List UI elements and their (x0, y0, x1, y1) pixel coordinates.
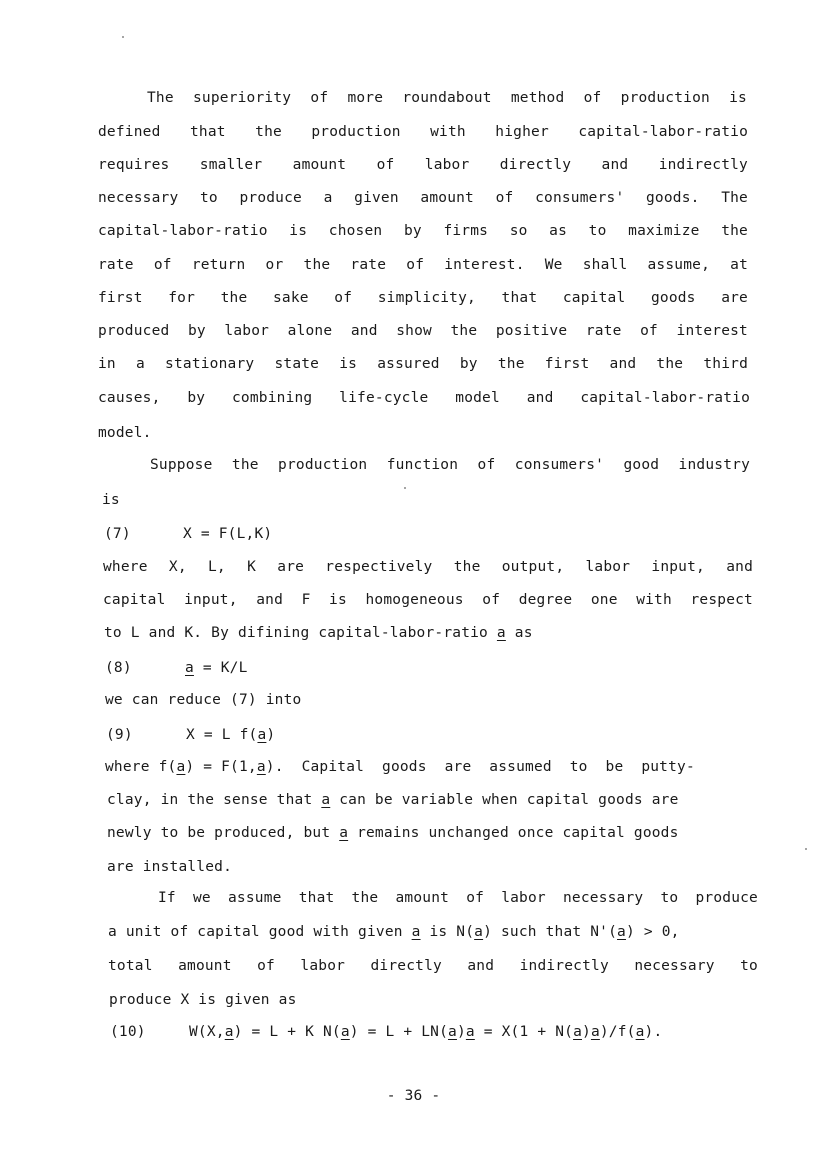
text-line (107, 790, 679, 810)
text-span: ) (266, 727, 276, 743)
text-line (107, 823, 679, 843)
text-span: ). Capital goods are assumed to be putty- (265, 759, 695, 775)
scan-speck (122, 36, 124, 38)
text-span: produce X is given as (109, 992, 297, 1008)
text-span: defined that the production with higher capital-labor-ratio (98, 124, 748, 140)
variable-a: a (617, 924, 626, 940)
equation-number: (7) (104, 526, 131, 542)
equation-8 (185, 658, 248, 678)
variable-a: a (340, 1024, 350, 1040)
text-span: can be variable when capital goods are (339, 792, 679, 808)
text-span: Suppose the production function of consumers' good industry (150, 457, 750, 473)
text-span: ) such that N'( (483, 924, 618, 940)
text-line (150, 455, 750, 475)
text-line (147, 88, 747, 108)
text-span: ) (456, 1024, 466, 1040)
text-line (98, 221, 748, 241)
text-line (98, 122, 748, 142)
text-span: a unit of capital good with given (108, 924, 403, 940)
text-line (158, 888, 758, 908)
text-span: to L and K. By difining capital-labor-ratio (104, 625, 488, 641)
text-span: ) = F(1, (185, 759, 257, 775)
equation-7: X = F(L,K) (183, 526, 273, 542)
variable-a: a (185, 660, 194, 676)
variable-a: a (590, 1024, 600, 1040)
text-line (104, 623, 533, 643)
text-span: necessary to produce a given amount of consumers' goods. The (98, 190, 748, 206)
text-line (98, 288, 748, 308)
text-span: )/f( (599, 1024, 636, 1040)
text-span: = K/L (193, 660, 248, 676)
text-line (102, 490, 120, 510)
variable-a: a (573, 1024, 582, 1040)
text-span: newly to be produced, but (107, 825, 331, 841)
equation-number: (8) (105, 660, 132, 676)
text-line (98, 188, 748, 208)
text-span: is (102, 492, 120, 508)
text-span: we can reduce (7) into (105, 692, 302, 708)
equation-9 (186, 725, 275, 745)
text-line (98, 321, 748, 341)
text-span: is N( (429, 924, 475, 940)
text-line (98, 155, 748, 175)
text-line (98, 423, 152, 443)
text-span: The superiority of more roundabout method of production is (147, 90, 747, 106)
text-line (105, 757, 695, 777)
text-span: total amount of labor directly and indirectly necessary to (108, 958, 758, 974)
variable-a: a (339, 825, 349, 841)
text-span: X = L f( (186, 727, 258, 743)
variable-a: a (224, 1024, 234, 1040)
equation-number: (10) (110, 1024, 146, 1040)
text-span: capital input, and F is homogeneous of degree one with respect (103, 592, 753, 608)
variable-a: a (257, 727, 267, 743)
text-span: requires smaller amount of labor directly and indirectly (98, 157, 748, 173)
variable-a: a (321, 792, 331, 808)
text-span: capital-labor-ratio is chosen by firms so as to maximize the (98, 223, 748, 239)
text-span: W(X, (189, 1024, 225, 1040)
text-span: first for the sake of simplicity, that capital goods are (98, 290, 748, 306)
text-span: in a stationary state is assured by the first and the third (98, 356, 748, 372)
text-span: as (514, 625, 533, 641)
variable-a: a (635, 1024, 645, 1040)
text-line (103, 590, 753, 610)
variable-a: a (176, 759, 186, 775)
text-span: remains unchanged once capital goods (357, 825, 679, 841)
variable-a: a (448, 1024, 457, 1040)
text-span: ). (644, 1024, 663, 1040)
text-span: where X, L, K are respectively the output, labor input, and (103, 559, 753, 575)
text-span: rate of return or the rate of interest. We shall assume, at (98, 257, 748, 273)
text-span: model. (98, 425, 152, 441)
text-span: ) = L + LN( (349, 1024, 449, 1040)
text-span: ) (582, 1024, 591, 1040)
equation-number: (9) (106, 727, 133, 743)
scan-speck (404, 487, 406, 489)
text-span: If we assume that the amount of labor necessary to produce (158, 890, 758, 906)
text-line (98, 388, 750, 408)
page-number: - 36 - (386, 1088, 441, 1104)
text-line (105, 690, 301, 710)
text-line (108, 922, 680, 942)
text-line (107, 857, 232, 877)
text-line (108, 956, 758, 976)
variable-a: a (256, 759, 266, 775)
text-span: are installed. (107, 859, 233, 875)
text-span: ) = L + K N( (233, 1024, 341, 1040)
text-span: where f( (105, 759, 177, 775)
scan-speck (805, 848, 807, 850)
text-line (98, 354, 748, 374)
text-span: ) > 0, (625, 924, 680, 940)
text-line (109, 990, 297, 1010)
equation-10 (189, 1022, 662, 1042)
text-line (103, 557, 753, 577)
text-span: causes, by combining life-cycle model and capital-labor-ratio (98, 390, 750, 406)
text-line (98, 255, 748, 275)
text-span: = X(1 + N( (474, 1024, 574, 1040)
variable-a: a (496, 625, 506, 641)
variable-a: a (411, 924, 421, 940)
variable-a: a (465, 1024, 475, 1040)
variable-a: a (474, 924, 484, 940)
text-span: produced by labor alone and show the positive rate of interest (98, 323, 748, 339)
text-span: clay, in the sense that (107, 792, 313, 808)
